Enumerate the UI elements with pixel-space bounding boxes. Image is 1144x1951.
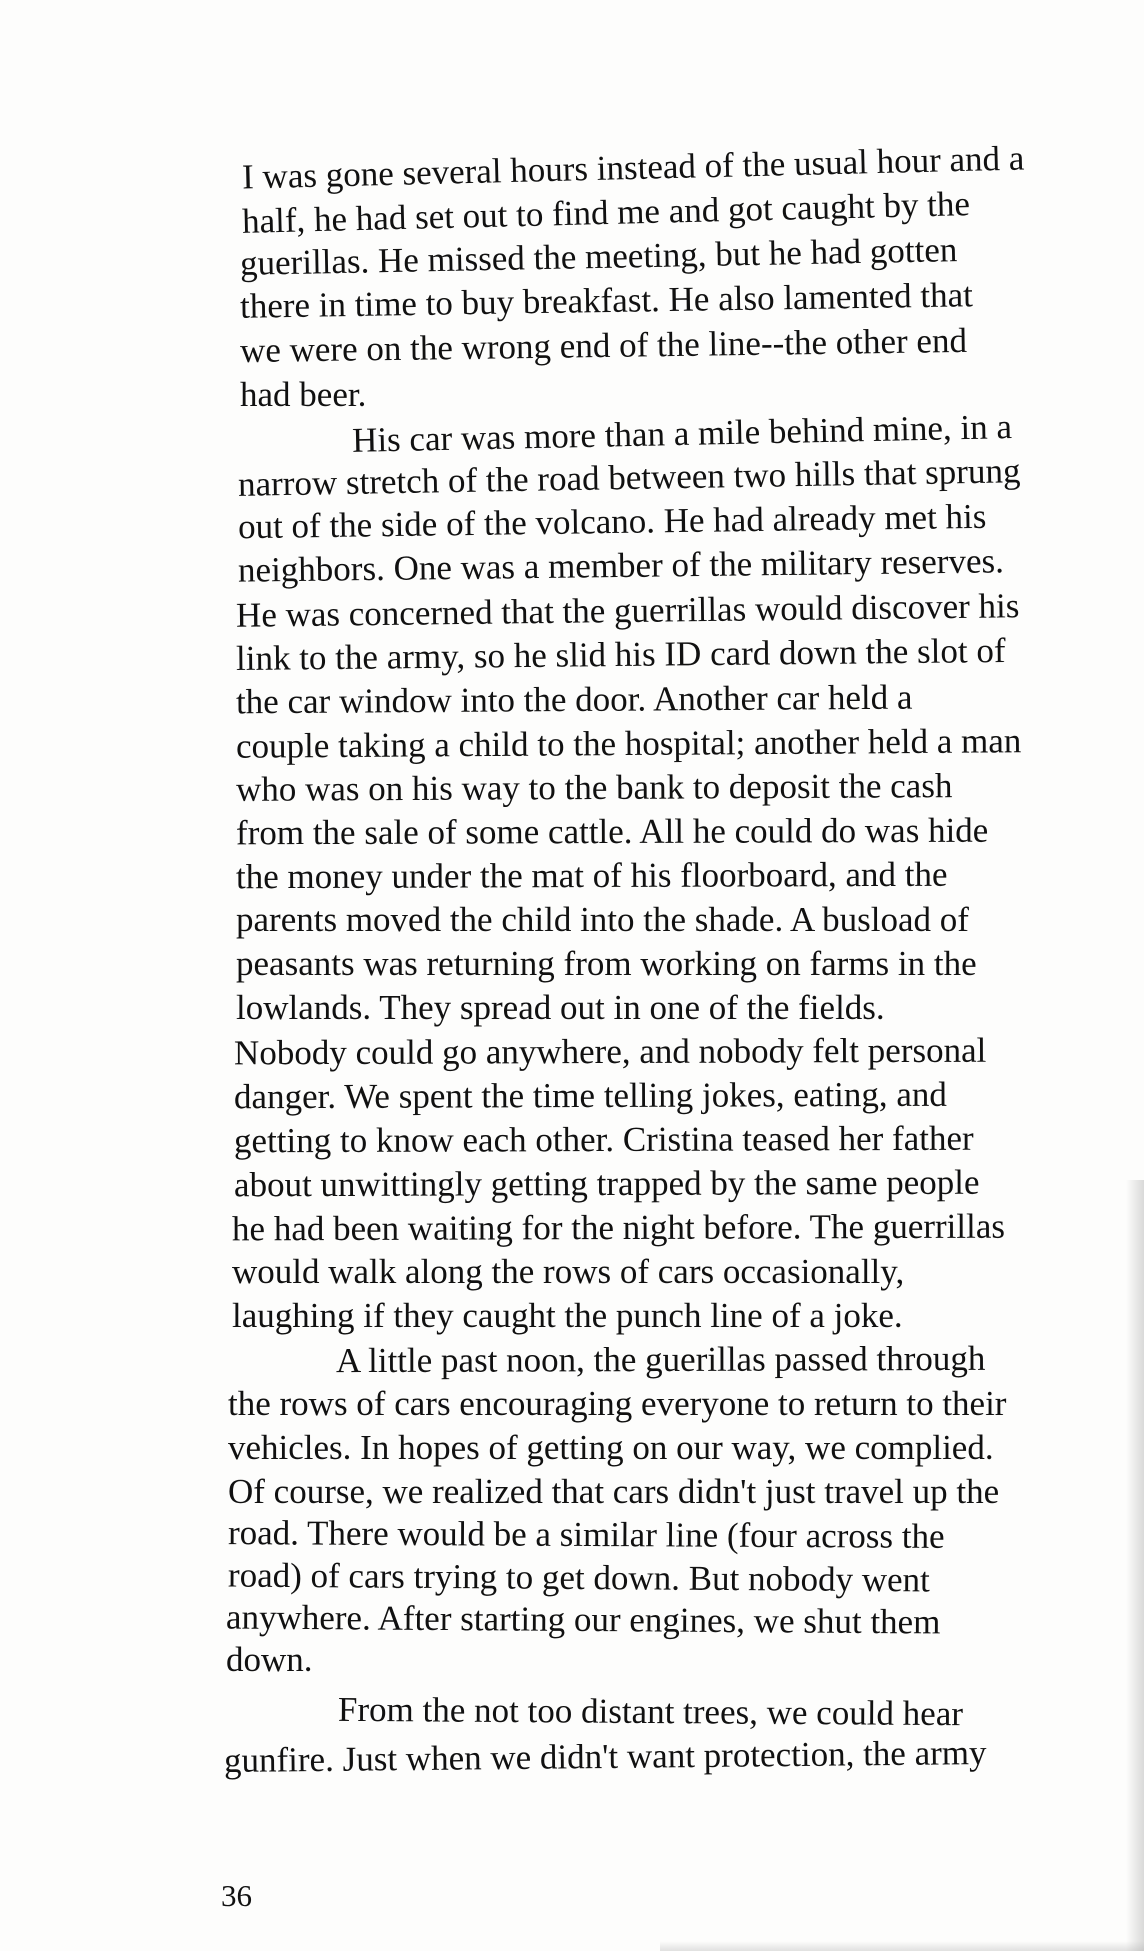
text-line: guerillas. He missed the meeting, but he had gotten (239, 230, 958, 283)
text-line: road) of cars trying to get down. But nobody went (227, 1555, 930, 1600)
text-line: peasants was returning from working on farms in the (236, 944, 977, 983)
text-line: the money under the mat of his floorboard, and the (235, 854, 948, 897)
text-line: gunfire. Just when we didn't want protection, the army (223, 1733, 987, 1780)
page-edge-shadow (1126, 1180, 1144, 1951)
text-line: narrow stretch of the road between two hills that sprung (237, 451, 1021, 504)
text-line: would walk along the rows of cars occasionally, (232, 1252, 905, 1291)
paragraph-start-line: A little past noon, the guerillas passed through (335, 1338, 986, 1381)
text-line: danger. We spent the time telling jokes, eating, and (233, 1074, 947, 1117)
text-line: down. (226, 1640, 313, 1679)
text-line: neighbors. One was a member of the military reserves. (237, 541, 1005, 590)
text-line: the rows of cars encouraging everyone to return to their (228, 1384, 1007, 1423)
text-line: Of course, we realized that cars didn't just travel up the (228, 1472, 1000, 1511)
text-line: half, he had set out to find me and got caught by the (241, 184, 971, 241)
text-line: about unwittingly getting trapped by the same people (233, 1162, 980, 1205)
text-line: out of the side of the volcano. He had already met his (237, 496, 987, 547)
text-line: parents moved the child into the shade. A busload of (236, 900, 969, 939)
text-line: couple taking a child to the hospital; another held a man (235, 721, 1022, 766)
text-line: He was concerned that the guerrillas would discover his (235, 586, 1020, 635)
text-line: link to the army, so he slid his ID card down the slot of (235, 630, 1006, 679)
text-line: he had been waiting for the night before. The guerrillas (231, 1206, 1006, 1249)
text-line: Nobody could go anywhere, and nobody felt personal (233, 1030, 987, 1073)
text-line: we were on the wrong end of the line--the other end (239, 320, 968, 371)
text-line: laughing if they caught the punch line of a joke. (232, 1296, 903, 1335)
text-line: lowlands. They spread out in one of the fields. (236, 988, 885, 1027)
text-line: road. There would be a similar line (four across the (227, 1513, 945, 1556)
text-line: there in time to buy breakfast. He also lamented that (239, 275, 974, 326)
page-bottom-shadow (660, 1941, 1144, 1951)
text-line: from the sale of some cattle. All he could do was hide (235, 810, 989, 853)
text-line: vehicles. In hopes of getting on our way, we complied. (228, 1428, 994, 1467)
text-line: had beer. (240, 375, 367, 414)
paragraph-start-line: From the not too distant trees, we could hear (337, 1689, 964, 1734)
text-line: who was on his way to the bank to deposit the cash (235, 766, 953, 809)
text-line: anywhere. After starting our engines, we shut them (225, 1597, 941, 1642)
text-line: getting to know each other. Cristina teased her father (233, 1118, 974, 1161)
paragraph-start-line: His car was more than a mile behind mine, in a (351, 407, 1013, 460)
page-number: 36 (221, 1878, 252, 1913)
text-line: I was gone several hours instead of the usual hour and a (241, 138, 1025, 197)
text-line: the car window into the door. Another car held a (235, 677, 913, 722)
